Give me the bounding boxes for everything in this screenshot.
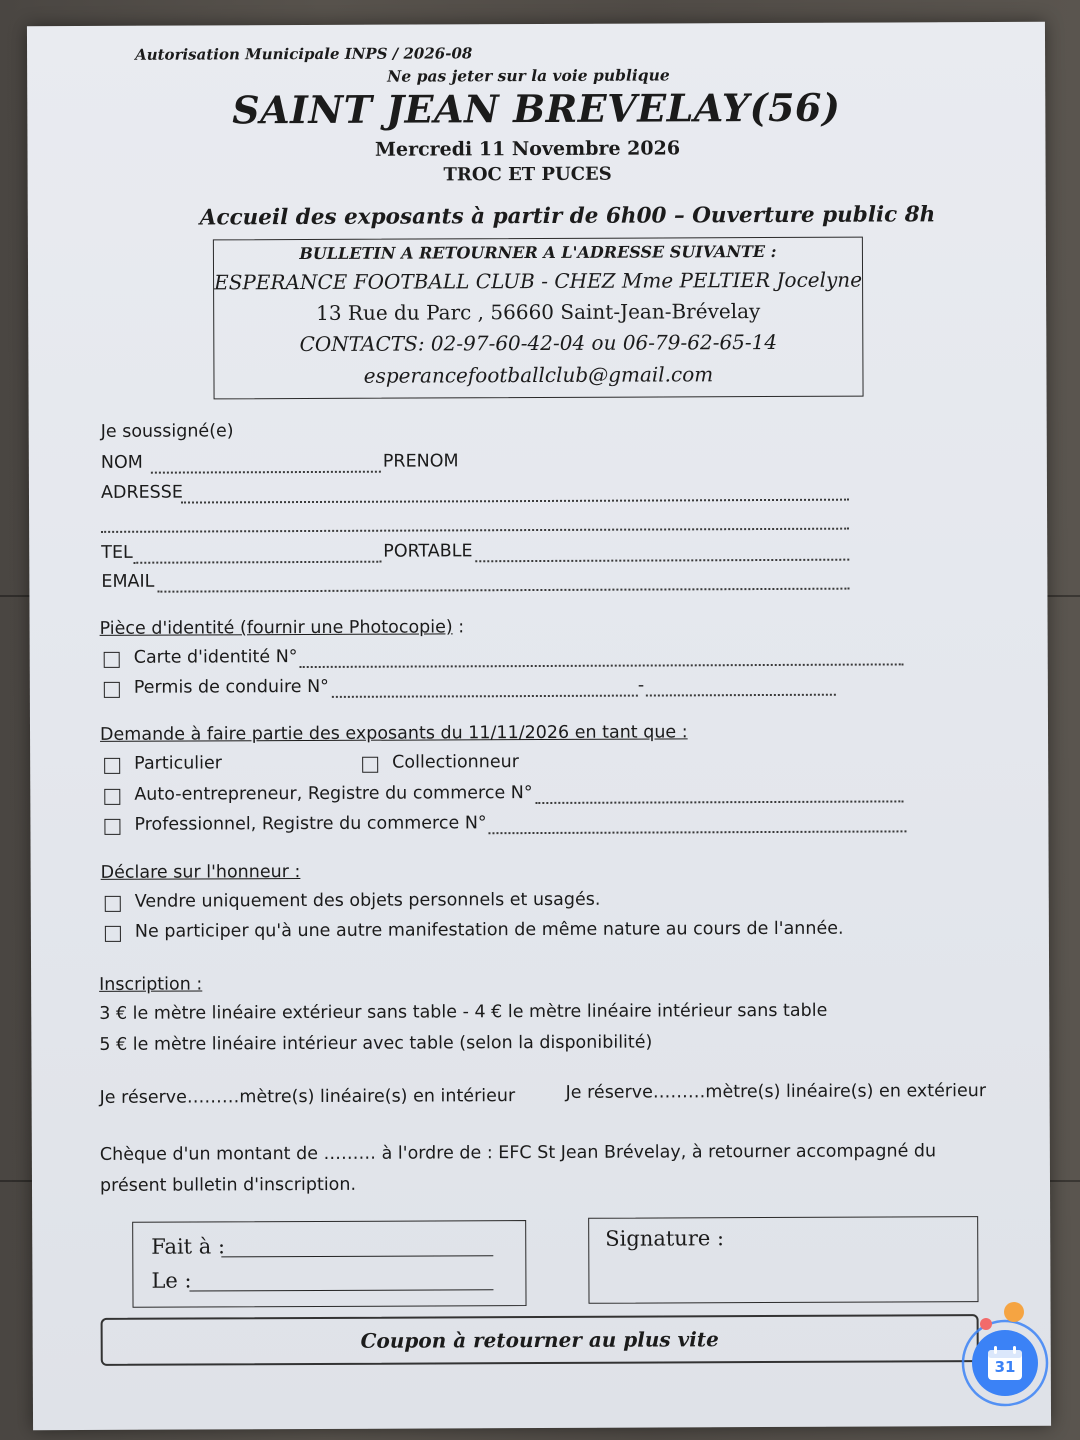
tel-label: TEL	[101, 542, 133, 563]
portable-field[interactable]	[475, 559, 849, 563]
permis-number-field[interactable]	[332, 695, 638, 698]
permis-label: Permis de conduire N°	[133, 676, 329, 698]
address-contacts: CONTACTS: 02-97-60-42-04 ou 06-79-62-65-14	[299, 329, 778, 357]
tel-field[interactable]	[133, 561, 381, 564]
reserve-interieur: Je réserve………mètre(s) linéaire(s) en intérieur	[99, 1086, 516, 1108]
demande-heading: Demande à faire partie des exposants du 11/11/2026 en tant que :	[99, 722, 688, 745]
email-field[interactable]	[157, 588, 849, 593]
cheque-line1: Chèque d'un montant de ……… à l'ordre de : EFC St Jean Brévelay, à retourner accompagné du	[99, 1141, 937, 1165]
address-box	[213, 237, 864, 400]
pro-registre-field[interactable]	[488, 830, 906, 834]
fait-field[interactable]	[221, 1255, 493, 1257]
portable-label: PORTABLE	[383, 541, 473, 562]
permis-checkbox[interactable]	[104, 682, 120, 698]
address-email: esperancefootballclub@gmail.com	[363, 362, 714, 388]
email-label: EMAIL	[101, 571, 155, 592]
cheque-line2: présent bulletin d'inscription.	[99, 1174, 357, 1196]
schedule-line: Accueil des exposants à partir de 6h00 – Ouverture public 8h	[199, 202, 936, 231]
auto-registre-field[interactable]	[535, 800, 903, 804]
piece-heading-text: Pièce d'identité (fournir une Photocopie)	[99, 617, 453, 639]
declare-item2-label: Ne participer qu'à une autre manifestation de même nature au cours de l'année.	[134, 918, 844, 942]
notice-line: Ne pas jeter sur la voie publique	[387, 65, 670, 86]
coupon-banner: Coupon à retourner au plus vite	[101, 1314, 979, 1366]
prenom-label: PRENOM	[382, 451, 459, 472]
declare-item1-label: Vendre uniquement des objets personnels et usagés.	[134, 889, 601, 912]
calendar-widget[interactable]	[960, 1318, 1050, 1408]
auto-checkbox[interactable]	[104, 789, 120, 805]
adresse-label: ADRESSE	[100, 482, 183, 503]
address-heading: BULLETIN A RETOURNER A L'ADRESSE SUIVANTE :	[299, 241, 777, 264]
declare-item1-checkbox[interactable]	[105, 896, 121, 912]
declare-heading: Déclare sur l'honneur :	[100, 862, 301, 883]
notification-dot	[1004, 1302, 1024, 1322]
piece-heading-colon: :	[458, 617, 465, 638]
event-date: Mercredi 11 Novembre 2026	[374, 137, 681, 161]
fait-le-box	[132, 1220, 526, 1308]
tarif-line2: 5 € le mètre linéaire intérieur avec table (selon la disponibilité)	[99, 1032, 653, 1055]
adresse-field[interactable]	[181, 499, 849, 504]
tarif-line1: 3 € le mètre linéaire extérieur sans table - 4 € le mètre linéaire intérieur sans table	[99, 1000, 828, 1024]
carte-number-field[interactable]	[300, 663, 904, 668]
permis-dash: -	[637, 675, 645, 696]
address-club: ESPERANCE FOOTBALL CLUB - CHEZ Mme PELTIER Jocelyne	[214, 267, 863, 295]
auto-label: Auto-entrepreneur, Registre du commerce N°	[134, 783, 533, 805]
declare-item2-checkbox[interactable]	[105, 926, 121, 942]
le-label: Le :	[151, 1268, 192, 1293]
collectionneur-checkbox[interactable]	[362, 757, 378, 773]
le-field[interactable]	[189, 1289, 493, 1291]
collectionneur-label: Collectionneur	[392, 752, 519, 773]
calendar-day: 31	[994, 1358, 1016, 1376]
pro-label: Professionnel, Registre du commerce N°	[134, 813, 487, 835]
particulier-label: Particulier	[134, 753, 223, 774]
piece-heading	[100, 617, 465, 639]
authorisation-line: Autorisation Municipale INPS / 2026-08	[135, 44, 473, 64]
signature-box[interactable]	[588, 1216, 978, 1304]
nom-field[interactable]	[151, 471, 381, 474]
adresse-field-line2[interactable]	[101, 528, 849, 533]
permis-date-field[interactable]	[646, 694, 836, 697]
event-name: TROC ET PUCES	[443, 163, 612, 186]
address-street: 13 Rue du Parc , 56660 Saint-Jean-Brévelay	[316, 299, 761, 325]
intro-label: Je soussigné(e)	[100, 421, 234, 442]
carte-checkbox[interactable]	[104, 652, 120, 668]
carte-label: Carte d'identité N°	[133, 647, 298, 668]
nom-label: NOM	[100, 452, 143, 473]
flyer-paper	[27, 22, 1051, 1430]
pro-checkbox[interactable]	[104, 819, 120, 835]
signature-label: Signature :	[605, 1226, 725, 1251]
particulier-checkbox[interactable]	[104, 758, 120, 774]
fait-label: Fait à :	[151, 1234, 226, 1259]
reserve-exterieur: Je réserve………mètre(s) linéaire(s) en extérieur	[565, 1081, 987, 1103]
inscription-heading: Inscription :	[99, 974, 203, 995]
page-title: SAINT JEAN BREVELAY(56)	[232, 84, 841, 133]
